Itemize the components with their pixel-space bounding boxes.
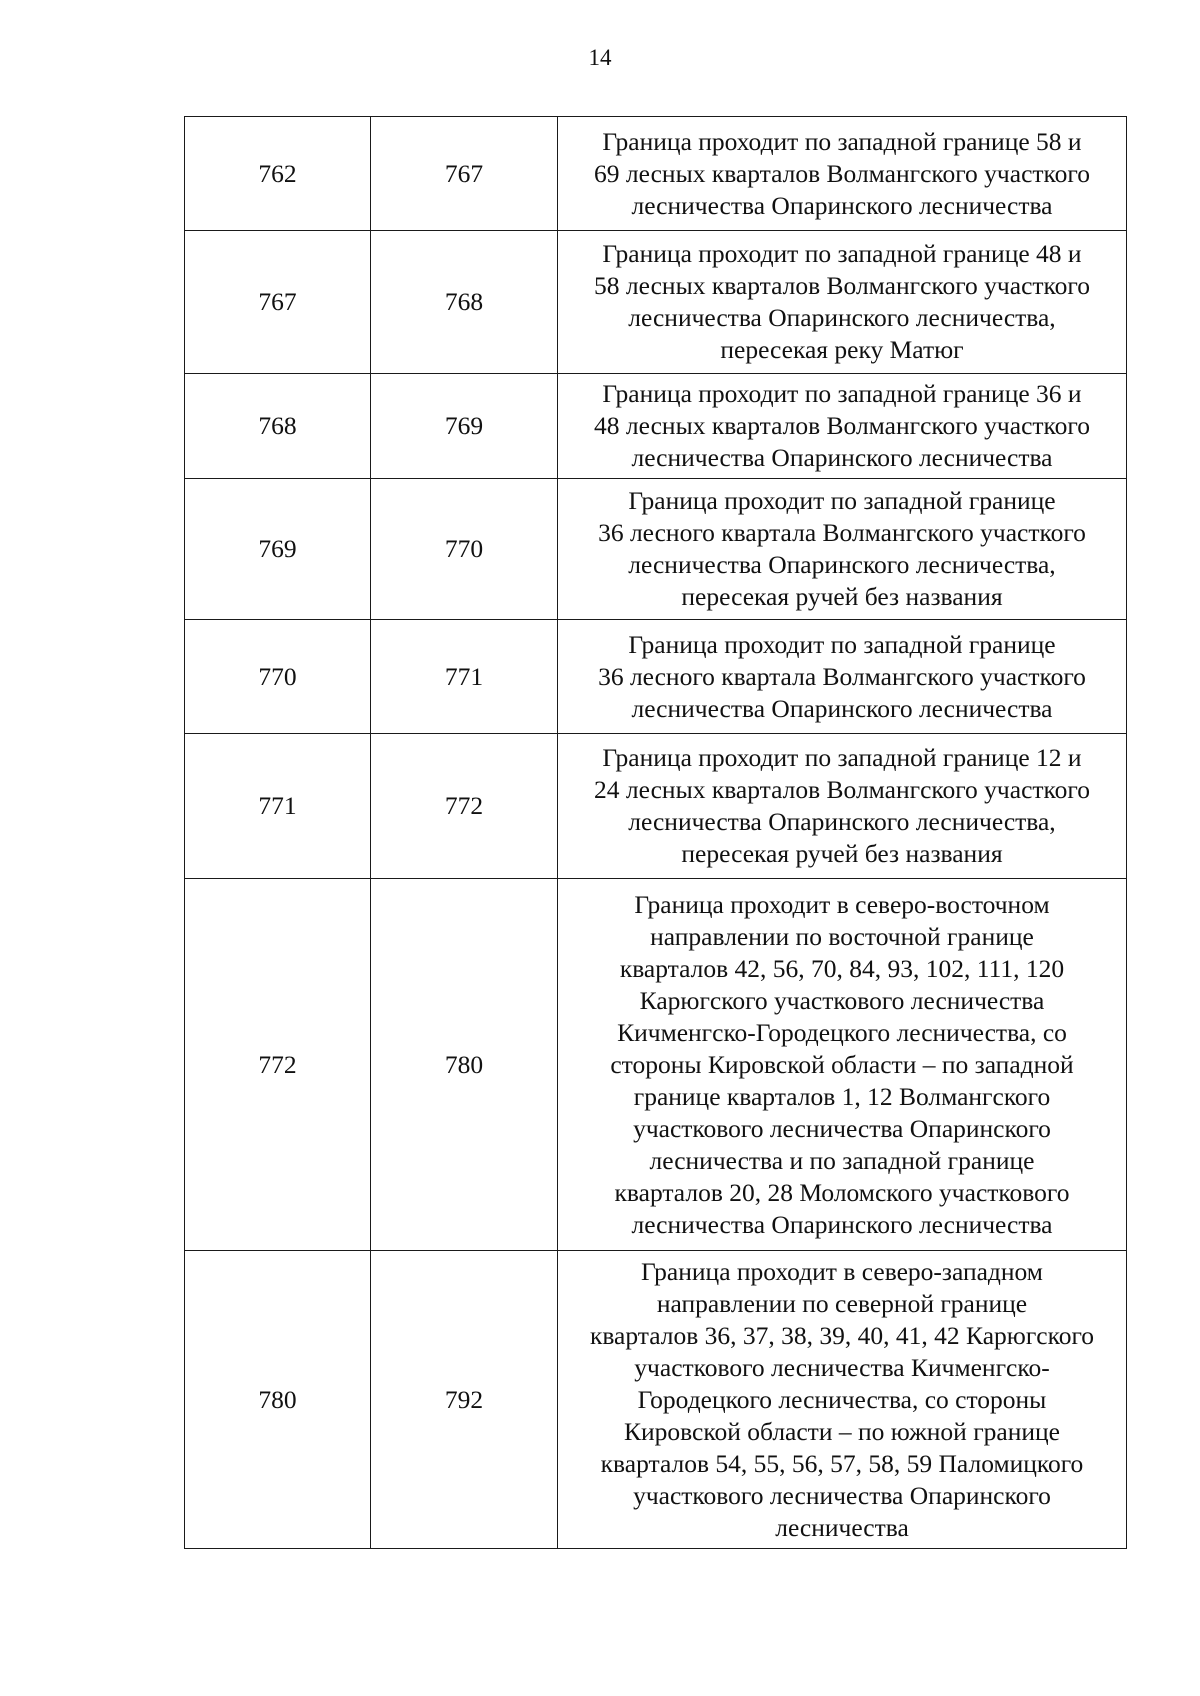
description-line: лесничества Опаринского лесничества, [628,550,1056,579]
to-point-cell: 769 [371,374,558,479]
table-row [185,479,1127,620]
boundary-description-cell [558,734,1127,879]
boundary-table [184,116,1127,1549]
to-point-cell: 771 [371,620,558,734]
description-line: 36 лесного квартала Волмангского участкого [598,661,1086,691]
description-line: лесничества [775,1512,909,1542]
description-line: Граница проходит в северо-восточном [634,889,1050,919]
description-line: пересекая ручей без названия [681,839,1003,868]
description-line: 69 лесных кварталов Волмангского участкого [594,158,1090,188]
description-line: Граница проходит по западной границе 58 и [602,126,1082,156]
description-line: лесничества Опаринского лесничества [631,1209,1053,1239]
description-line: лесничества Опаринского лесничества [631,190,1053,220]
boundary-description-cell [558,620,1127,734]
boundary-description-cell [558,374,1127,479]
description-line: Граница проходит по западной границе [628,486,1056,515]
description-line: Кичменгско-Городецкого лесничества, со [617,1017,1067,1047]
description-line: Городецкого лесничества, со стороны [637,1384,1047,1414]
boundary-description-cell [558,479,1127,620]
table-row [185,879,1127,1251]
description-line: Граница проходит по западной границе 12 и [602,743,1082,772]
description-line: Кировской области – по южной границе [624,1416,1060,1446]
description-line: участкового лесничества Опаринского [633,1480,1051,1510]
from-point-cell: 770 [185,620,371,734]
description-line: кварталов 36, 37, 38, 39, 40, 41, 42 Карюгского [589,1320,1095,1350]
description-line: участкового лесничества Опаринского [633,1113,1051,1143]
to-point-cell: 768 [371,231,558,374]
from-point-cell: 771 [185,734,371,879]
description-line: направлении по восточной границе [650,921,1034,951]
description-line: кварталов 20, 28 Моломского участкового [614,1177,1070,1207]
from-point-cell: 768 [185,374,371,479]
table-row [185,231,1127,374]
description-line: участкового лесничества Кичменгско- [634,1352,1050,1382]
description-line: 48 лесных кварталов Волмангского участкого [594,411,1090,440]
description-line: пересекая ручей без названия [681,582,1003,611]
table-row [185,734,1127,879]
description-line: лесничества и по западной границе [649,1145,1035,1175]
boundary-description-cell [558,231,1127,374]
description-line: Граница проходит по западной границе [628,629,1056,659]
description-line: 36 лесного квартала Волмангского участкого [598,518,1086,547]
description-line: Граница проходит по западной границе 36 и [602,379,1082,408]
description-line: направлении по северной границе [656,1288,1028,1318]
description-line: кварталов 54, 55, 56, 57, 58, 59 Паломицкого [600,1448,1084,1478]
from-point-cell: 767 [185,231,371,374]
table-row [185,117,1127,231]
to-point-cell: 767 [371,117,558,231]
from-point-cell: 780 [185,1251,371,1549]
boundary-description-cell [558,117,1127,231]
description-line: пересекая реку Матюг [720,335,964,364]
to-point-cell: 770 [371,479,558,620]
description-line: лесничества Опаринского лесничества [631,693,1053,723]
table-row [185,620,1127,734]
description-line: Граница проходит в северо-западном [641,1256,1043,1286]
table-row [185,374,1127,479]
description-line: 24 лесных кварталов Волмангского участкого [594,775,1090,804]
description-line: Граница проходит по западной границе 48 и [602,239,1082,268]
from-point-cell: 772 [185,879,371,1251]
page-number: 14 [588,45,612,70]
description-line: лесничества Опаринского лесничества [631,443,1053,472]
description-line: стороны Кировской области – по западной [610,1049,1074,1079]
description-line: 58 лесных кварталов Волмангского участкого [594,271,1090,300]
boundary-description-cell [558,1251,1127,1549]
description-line: лесничества Опаринского лесничества, [628,303,1056,332]
to-point-cell: 780 [371,879,558,1251]
description-line: лесничества Опаринского лесничества, [628,807,1056,836]
to-point-cell: 792 [371,1251,558,1549]
description-line: кварталов 42, 56, 70, 84, 93, 102, 111, 120 [619,953,1065,983]
to-point-cell: 772 [371,734,558,879]
table-row [185,1251,1127,1549]
boundary-description-cell [558,879,1127,1251]
from-point-cell: 762 [185,117,371,231]
description-line: границе кварталов 1, 12 Волмангского [633,1081,1051,1111]
description-line: Карюгского участкового лесничества [639,985,1045,1015]
from-point-cell: 769 [185,479,371,620]
